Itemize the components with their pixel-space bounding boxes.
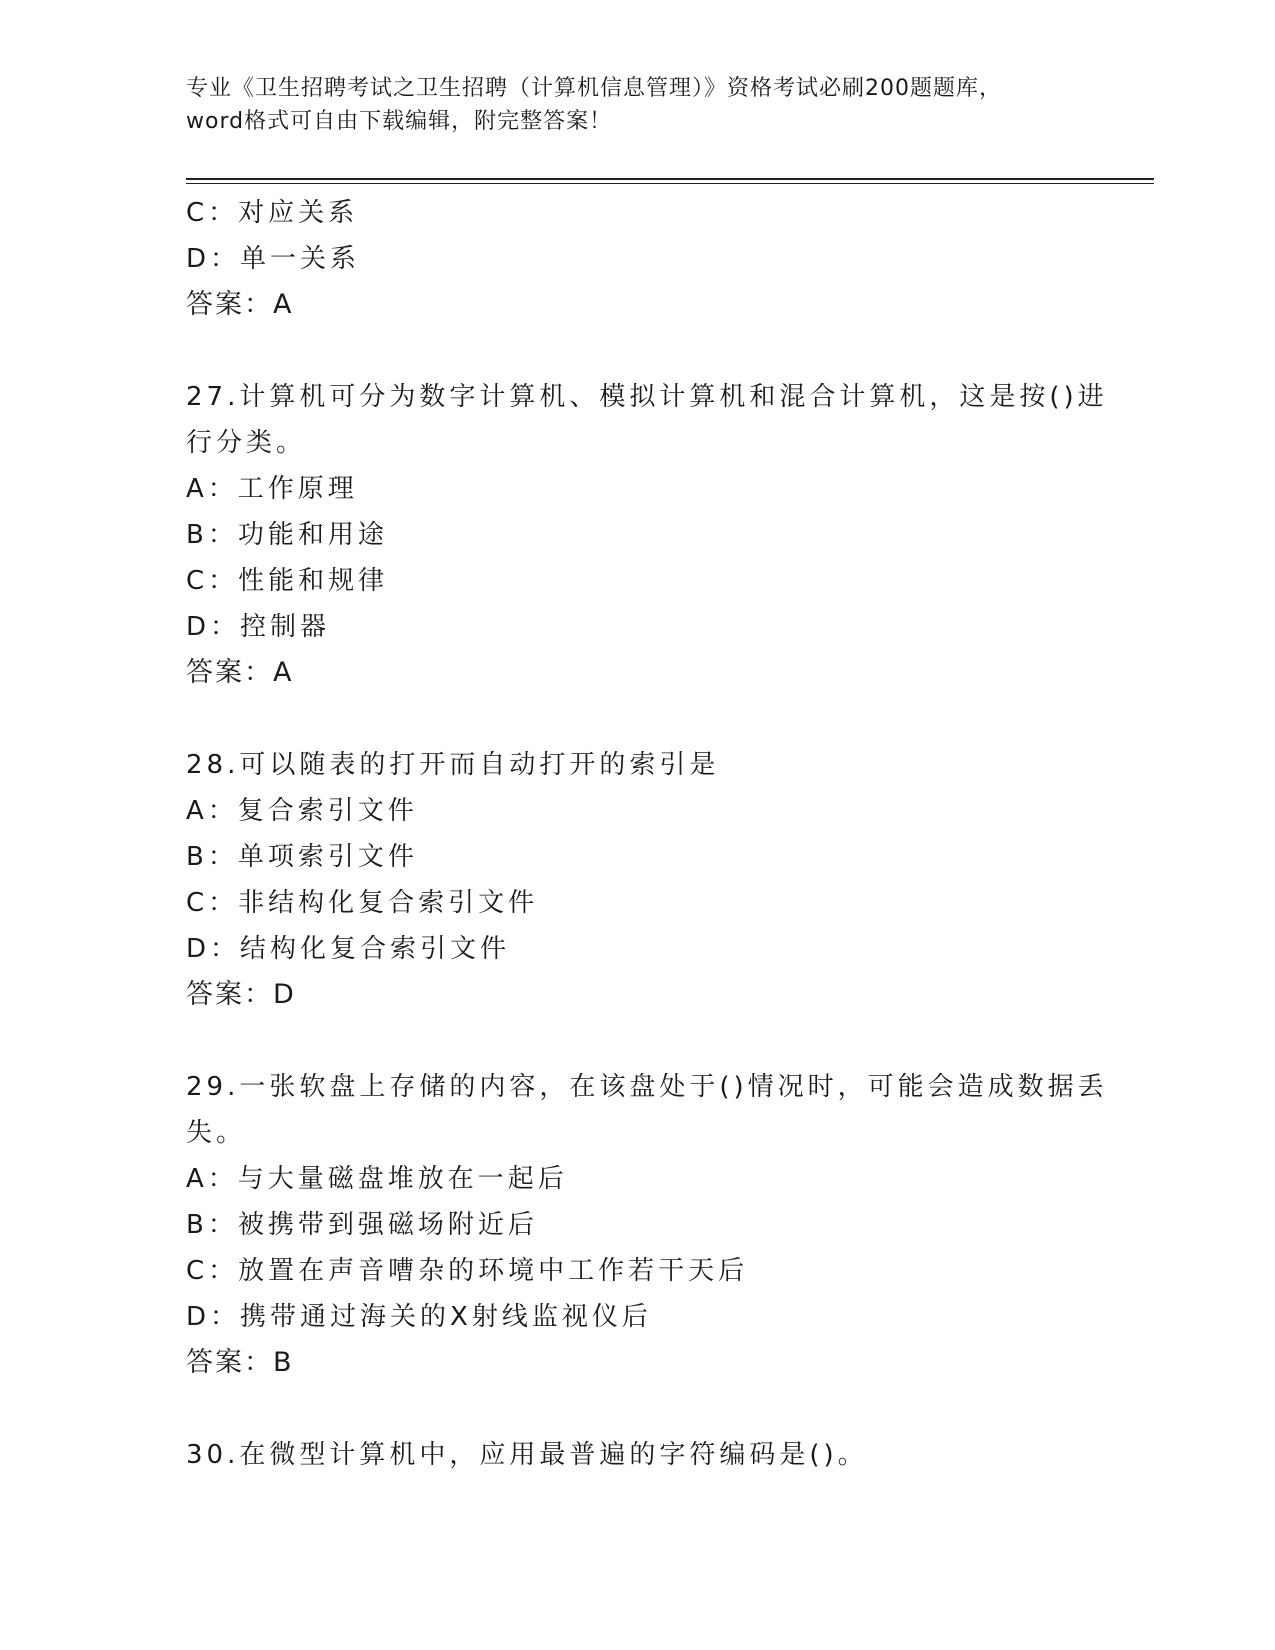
option-d: D：结构化复合索引文件 bbox=[186, 934, 511, 964]
question-text-line: 28.可以随表的打开而自动打开的索引是 bbox=[186, 750, 720, 780]
document-header bbox=[186, 72, 1086, 138]
answer-line: 答案：A bbox=[186, 657, 294, 688]
spacer bbox=[186, 696, 1086, 742]
spacer bbox=[186, 1386, 1086, 1432]
option-c: C：非结构化复合索引文件 bbox=[186, 888, 539, 918]
header-title-line-2: word格式可自由下载编辑，附完整答案！ bbox=[186, 109, 613, 134]
question-text-line: 失。 bbox=[186, 1118, 247, 1148]
option-d: D：单一关系 bbox=[186, 244, 361, 274]
option-b: B：被携带到强磁场附近后 bbox=[186, 1210, 538, 1240]
question-text-line: 27.计算机可分为数字计算机、模拟计算机和混合计算机，这是按()进 bbox=[186, 382, 1108, 412]
header-divider-thick bbox=[186, 178, 1154, 180]
option-a: A：与大量磁盘堆放在一起后 bbox=[186, 1164, 568, 1194]
header-divider-thin bbox=[186, 183, 1154, 184]
option-a: A：工作原理 bbox=[186, 474, 358, 504]
question-29 bbox=[186, 1064, 1108, 1386]
option-d: D：携带通过海关的X射线监视仪后 bbox=[186, 1302, 652, 1332]
question-28 bbox=[186, 742, 1086, 1018]
question-27 bbox=[186, 374, 1108, 696]
spacer bbox=[186, 328, 1086, 374]
option-d: D：控制器 bbox=[186, 612, 331, 642]
option-b: B：功能和用途 bbox=[186, 520, 388, 550]
question-list bbox=[186, 190, 1108, 1478]
question-text-line: 29.一张软盘上存储的内容，在该盘处于()情况时，可能会造成数据丢 bbox=[186, 1072, 1108, 1102]
question-26-continued bbox=[186, 190, 1086, 328]
option-a: A：复合索引文件 bbox=[186, 796, 418, 826]
option-c: C：性能和规律 bbox=[186, 566, 389, 596]
answer-line: 答案：D bbox=[186, 979, 296, 1010]
answer-line: 答案：B bbox=[186, 1347, 294, 1378]
question-30 bbox=[186, 1432, 1086, 1478]
answer-line: 答案：A bbox=[186, 289, 294, 320]
question-text-line: 30.在微型计算机中，应用最普遍的字符编码是()。 bbox=[186, 1440, 868, 1470]
question-text-line: 行分类。 bbox=[186, 428, 307, 458]
header-title-line-1: 专业《卫生招聘考试之卫生招聘（计算机信息管理）》资格考试必刷200题题库， bbox=[186, 76, 1002, 101]
option-c: C：放置在声音嘈杂的环境中工作若干天后 bbox=[186, 1256, 749, 1286]
option-b: B：单项索引文件 bbox=[186, 842, 418, 872]
spacer bbox=[186, 1018, 1086, 1064]
option-c: C：对应关系 bbox=[186, 198, 359, 228]
